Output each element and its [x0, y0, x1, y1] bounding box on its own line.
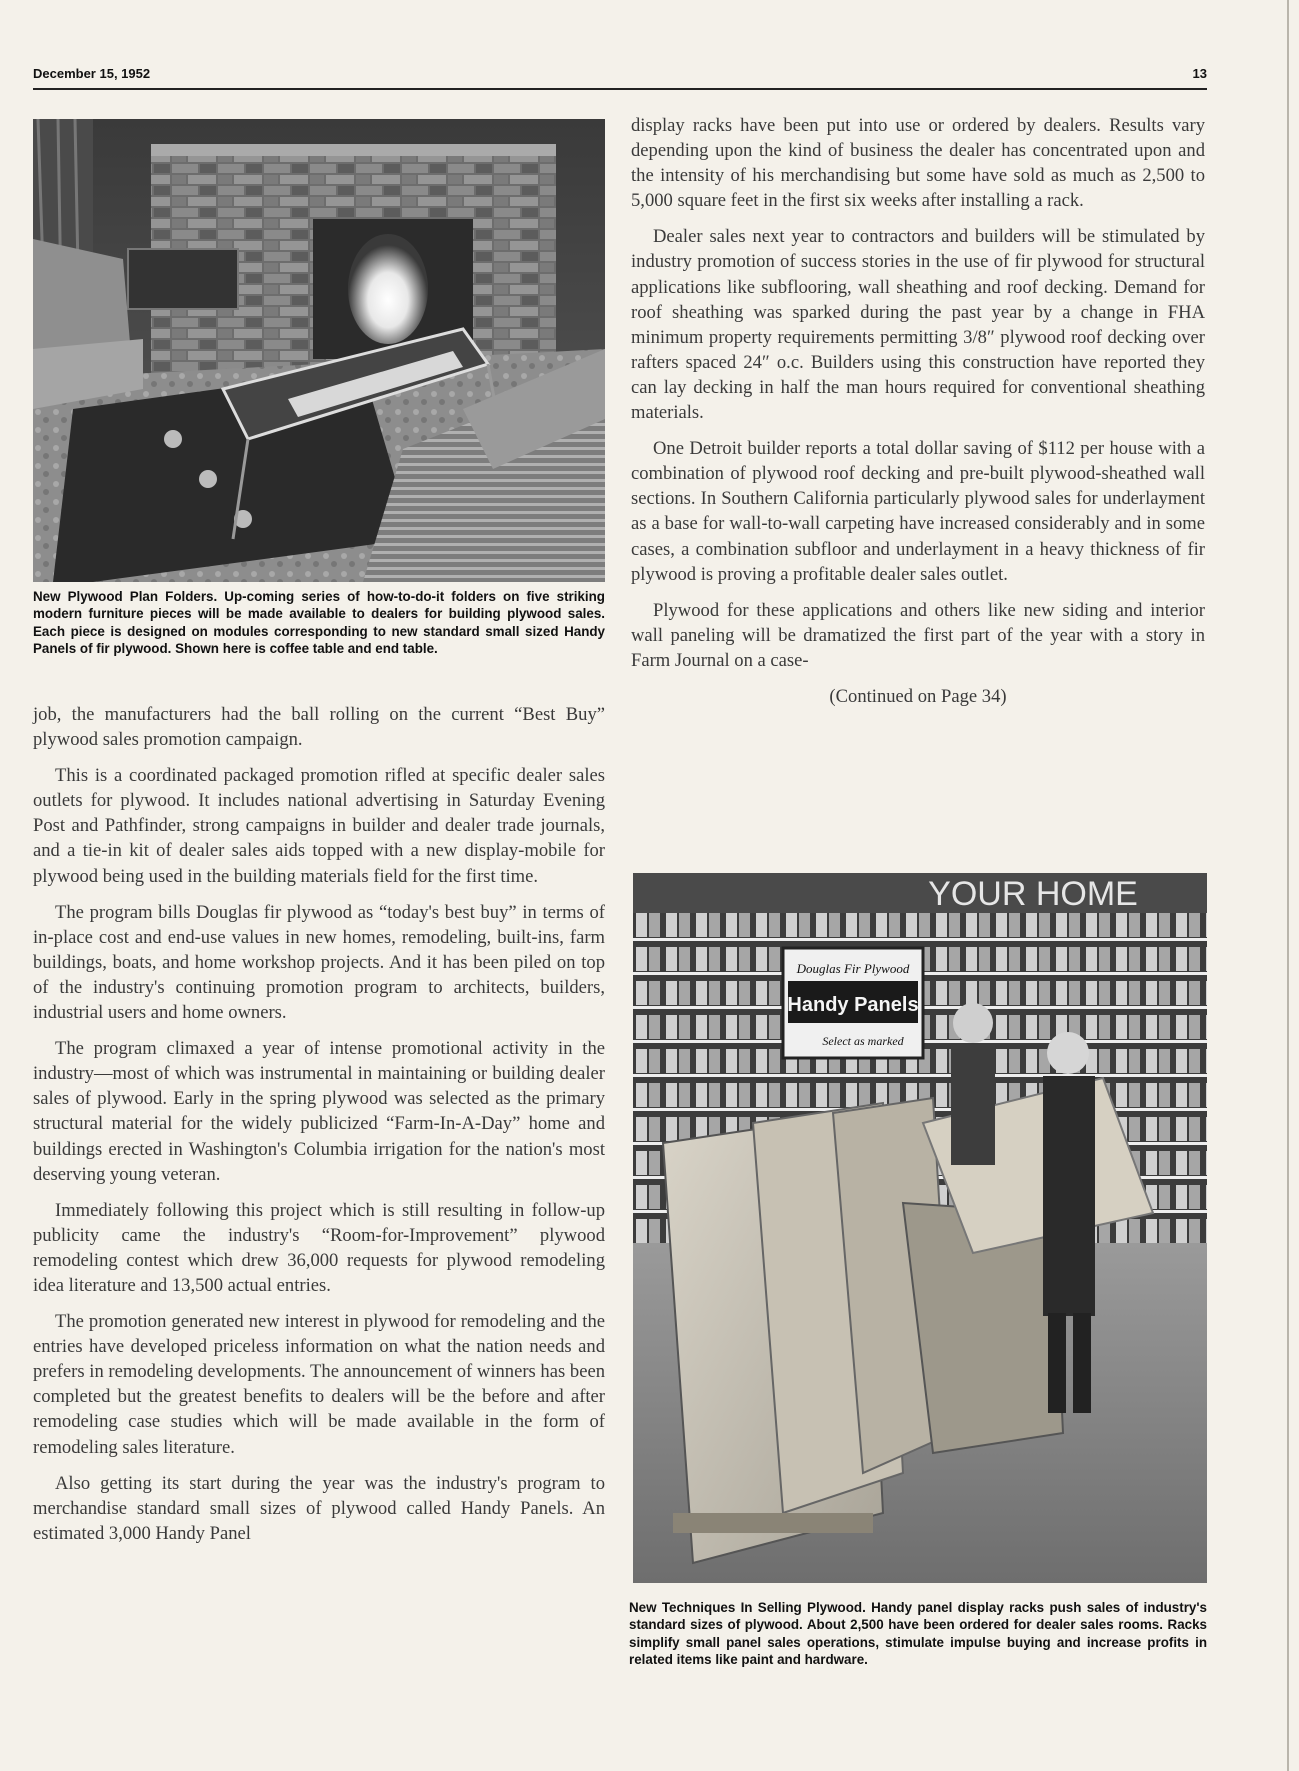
issue-date: December 15, 1952	[33, 66, 151, 81]
display-rack-photo	[633, 873, 1207, 1583]
sign-main-text: Handy Panels	[787, 994, 919, 1016]
top-photo-caption: New Plywood Plan Folders. Up-coming series of how-to-do-it folders on five striking modern furniture pieces will be made available to dealers for building plywood sales. Each piece is designed on modules corresponding to new standard small sized Handy Panels of fir plywood. Shown here is coffee table and end table.	[33, 589, 605, 657]
left-text-column	[33, 702, 605, 1557]
paragraph: Plywood for these applications and others like new siding and interior wall paneling will be dramatized the first part of the year with a story in Farm Journal on a case-	[631, 599, 1205, 671]
paragraph: Dealer sales next year to contractors and builders will be stimulated by industry promotion of success stories in the use of fir plywood for structural applications like subflooring, wall sheathing and roof decking. Demand for roof sheathing was sparked during the past year by a change in FHA minimum property requirements permitting 3/8″ plywood roof decking over rafters spaced 24″ o.c. Builders using this construction have reported they can lay decking in half the man hours required for conventional sheathing materials.	[631, 226, 1205, 424]
header-rule	[33, 88, 1207, 90]
scan-edge	[1287, 0, 1289, 1771]
paragraph: The promotion generated new interest in plywood for remodeling and the entries have developed priceless information on what the nation needs and prefers in remodeling developments. The announcement of winners has been completed but the greatest benefits to dealers will be the before and after remodeling case studies which will be made available in the form of remodeling sales literature.	[33, 1311, 605, 1458]
paragraph: job, the manufacturers had the ball rolling on the current “Best Buy” plywood sales promotion campaign.	[33, 704, 605, 751]
running-header	[33, 66, 1207, 88]
paragraph: The program bills Douglas fir plywood as “today's best buy” in terms of in-place cost and end-use values in new homes, remodeling, built-ins, farm buildings, boats, and home workshop projects. And it has been piled on top of the industry's continuing promotion program to architects, builders, industrial users and home owners.	[33, 901, 605, 1024]
paragraph: display racks have been put into use or ordered by dealers. Results vary depending upon the kind of business the dealer has concentrated upon and the intensity of his merchandising but some have sold as much as 2,500 to 5,000 square feet in the first six weeks after installing a rack.	[631, 115, 1205, 212]
paragraph: One Detroit builder reports a total dollar saving of $112 per house with a combination of plywood roof decking and pre-built plywood-sheathed wall sections. In Southern California particularly plywood sales for underlayment as a base for wall-to-wall carpeting have increased considerably and in some cases, a combination subfloor and underlayment in a heavy thickness of fir plywood is proving a profitable dealer sales outlet.	[631, 438, 1205, 585]
paragraph: Immediately following this project which is still resulting in follow-up publicity came the industry's “Room-for-Improvement” plywood remodeling contest which drew 36,000 requests for plywood remodeling idea literature and 13,500 actual entries.	[33, 1199, 605, 1296]
sign-sub-text: Select as marked	[822, 1034, 904, 1048]
continued-note: (Continued on Page 34)	[829, 685, 1007, 707]
store-sign-text: YOUR HOME	[928, 875, 1138, 913]
paragraph: Also getting its start during the year was the industry's program to merchandise standard small sizes of plywood called Handy Panels. An estimated 3,000 Handy Panel	[33, 1472, 605, 1544]
bottom-photo-caption: New Techniques In Selling Plywood. Handy panel display racks push sales of industry's standard sizes of plywood. About 2,500 have been ordered for dealer sales rooms. Racks simplify small panel sales operations, stimulate impulse buying and increase profits in related items like paint and hardware.	[629, 1600, 1207, 1668]
paragraph: This is a coordinated packaged promotion rifled at specific dealer sales outlets for plywood. It includes national advertising in Saturday Evening Post and Pathfinder, strong campaigns in builder and dealer trade journals, and a tie-in kit of dealer sales aids topped with a new display-mobile for plywood being used in the building materials field for the first time.	[33, 765, 605, 887]
sign-brand-text: Douglas Fir Plywood	[796, 961, 910, 976]
right-text-column	[631, 113, 1205, 720]
paragraph: The program climaxed a year of intense promotional activity in the industry—most of which was instrumental in maintaining or building dealer sales of plywood. Early in the spring plywood was selected as the primary structural material for the widely publicized “Farm-In-A-Day” home and buildings erected in Washington's Columbia irrigation for the nation's most deserving young veteran.	[33, 1038, 605, 1185]
page-number: 13	[1192, 66, 1207, 81]
living-room-photo	[33, 119, 605, 582]
